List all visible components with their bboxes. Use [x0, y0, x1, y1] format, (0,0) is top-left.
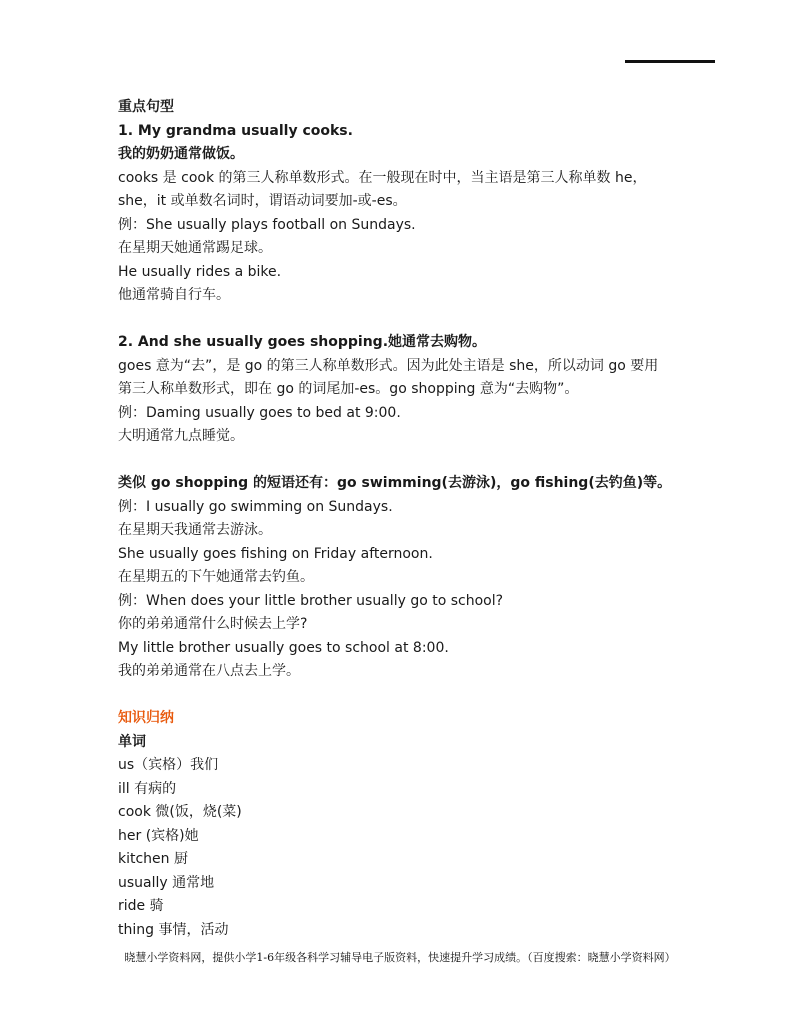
sentence-1-example-2-translation: 他通常骑自行车。	[118, 287, 230, 303]
vocabulary-item: usually 通常地	[118, 874, 215, 891]
document-body	[118, 96, 718, 942]
similar-example-3: 例：When does your little brother usually go to school?	[118, 592, 504, 609]
similar-example-1-translation: 在星期天我通常去游泳。	[118, 522, 272, 538]
spacer	[118, 449, 718, 473]
sentence-1-title: 1. My grandma usually cooks.	[118, 122, 353, 139]
vocabulary-item: ride 骑	[118, 898, 164, 914]
sentence-1-example-1: 例：She usually plays football on Sundays.	[118, 216, 416, 233]
vocabulary-item: ill 有病的	[118, 780, 177, 797]
sentence-2-title: 2. And she usually goes shopping.她通常去购物。	[118, 334, 487, 350]
vocabulary-item: her (宾格)她	[118, 827, 199, 844]
similar-example-1: 例：I usually go swimming on Sundays.	[118, 498, 393, 515]
similar-phrases-title: 类似 go shopping 的短语还有：go swimming(去游泳)，go fishing(去钓鱼)等。	[118, 475, 672, 491]
sentence-1-example-1-translation: 在星期天她通常踢足球。	[118, 240, 272, 256]
similar-example-4-translation: 我的弟弟通常在八点去上学。	[118, 663, 300, 679]
header-rule	[625, 60, 715, 63]
similar-example-2: She usually goes fishing on Friday afternoon.	[118, 545, 433, 562]
key-sentences-heading: 重点句型	[118, 99, 174, 115]
sentence-2-note-line-2: 第三人称单数形式，即在 go 的词尾加-es。go shopping 意为“去购物”。	[118, 381, 579, 397]
sentence-1-example-2: He usually rides a bike.	[118, 263, 282, 280]
similar-example-2-translation: 在星期五的下午她通常去钓鱼。	[118, 569, 314, 585]
sentence-2-note-line-1: goes 意为“去”，是 go 的第三人称单数形式。因为此处主语是 she，所以动词 go 要用	[118, 357, 659, 374]
spacer	[118, 684, 718, 708]
vocabulary-heading: 单词	[118, 733, 146, 750]
sentence-2-example-1: 例：Daming usually goes to bed at 9:00.	[118, 404, 401, 421]
sentence-2-example-1-translation: 大明通常九点睡觉。	[118, 428, 244, 444]
spacer	[118, 308, 718, 332]
vocabulary-item: cook 微(饭，烧(菜)	[118, 804, 242, 820]
vocabulary-item: thing 事情，活动	[118, 921, 229, 938]
vocabulary-item: us（宾格）我们	[118, 757, 219, 773]
vocabulary-item: kitchen 厨	[118, 851, 188, 867]
sentence-1-translation: 我的奶奶通常做饭。	[118, 146, 244, 162]
sentence-1-note-line-2: she，it 或单数名词时，谓语动词要加-或-es。	[118, 193, 407, 209]
page-footer: 晓慧小学资料网，提供小学1-6年级各科学习辅导电子版资料，快速提升学习成绩。（百度搜索：晓慧小学资料网）	[124, 951, 676, 964]
sentence-1-note-line-1: cooks 是 cook 的第三人称单数形式。在一般现在时中，当主语是第三人称单数 he，	[118, 169, 647, 186]
similar-example-4: My little brother usually goes to school at 8:00.	[118, 639, 449, 656]
similar-example-3-translation: 你的弟弟通常什么时候去上学?	[118, 616, 308, 632]
knowledge-summary-heading: 知识归纳	[118, 710, 174, 726]
